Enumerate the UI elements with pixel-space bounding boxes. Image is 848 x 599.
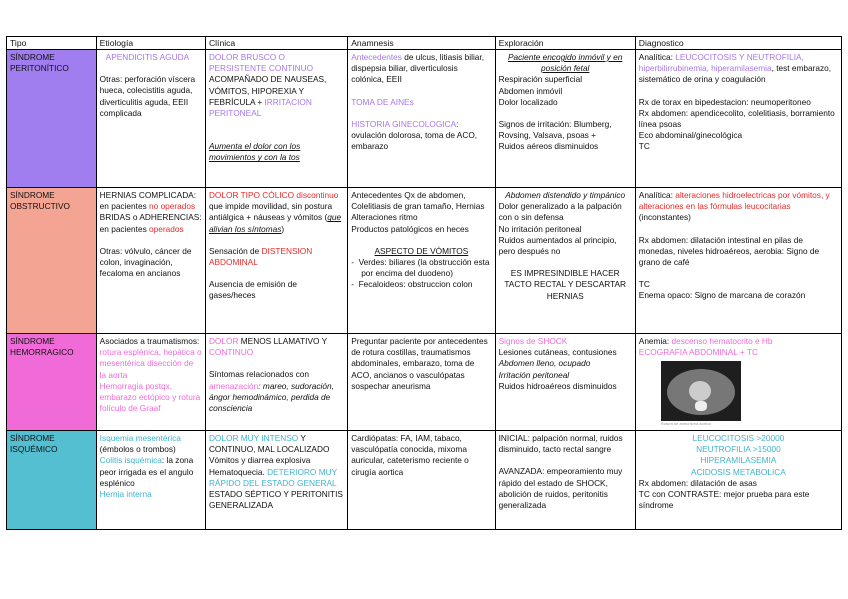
anamnesis-vomitos-fecaloideos: - Fecaloideos: obstruccion colon xyxy=(351,279,473,290)
exploracion-cell xyxy=(495,431,635,530)
header-etiologia: Etiología xyxy=(96,37,205,50)
diag-tc-contraste: TC con CONTRASTE: mejor prueba para este síndrome xyxy=(638,489,810,511)
etiologia-hemorragia: Hemorragia postqx, embarazo ectópico y rotura folículo de Graaf xyxy=(99,380,201,414)
etiologia-colitis: Colitis isquémica xyxy=(99,455,162,466)
anamnesis-cell xyxy=(348,188,495,334)
etiologia-colitis-text: : la zona peor irrigada es el angulo esplénico xyxy=(99,455,194,488)
diag-eco: Eco abdominal/ginecológica xyxy=(638,130,743,141)
etiologia-traumatismos: Asociados a traumatismos: xyxy=(99,336,200,346)
exploracion-irritacion: No irritación peritoneal xyxy=(498,223,582,234)
anamnesis-preguntar: Preguntar paciente por antecedentes de rotura costillas, traumatismos abdominales, embarazo, toma de ACO, ancianos o vasculópatas sospechar aneurisma xyxy=(351,336,488,391)
exploracion-lesiones: Lesiones cutáneas, contusiones xyxy=(498,347,617,358)
header-clinica: Clínica xyxy=(205,37,347,50)
etiologia-otras: Otras: perforación víscera hueca, colecistitis aguda, diverticulitis aguda, EEII complicada xyxy=(99,74,196,118)
anamnesis-cell xyxy=(348,431,495,530)
etiologia-cell xyxy=(96,431,205,530)
anamnesis-cell xyxy=(348,334,495,431)
etiologia-cell xyxy=(96,50,205,188)
diag-anemia-label: Anemia: xyxy=(638,336,672,346)
diagnostico-cell xyxy=(635,50,841,188)
tipo-cell: SÍNDROME HEMORRAGICO xyxy=(7,334,97,431)
etiologia-main: APENDICITIS AGUDA xyxy=(105,52,190,62)
ct-scan-caption: Rotura de aneurisma aórtico xyxy=(660,421,712,427)
tipo-cell: SÍNDROME OBSTRUCTIVO xyxy=(7,188,97,334)
etiologia-cell xyxy=(96,188,205,334)
clinica-amenazacion: amenazación xyxy=(208,380,259,391)
exploracion-dolor: Dolor localizado xyxy=(498,96,558,107)
diagnostico-cell xyxy=(635,188,841,334)
row-obstructivo xyxy=(7,188,842,334)
header-exploracion: Exploración xyxy=(495,37,635,50)
exploracion-respiracion: Respiración superficial xyxy=(498,74,583,85)
clinica-menos: MENOS LLAMATIVO Y xyxy=(238,336,327,346)
etiologia-hernia-interna: Hernia interna xyxy=(99,489,152,500)
diag-analitica-rest: , test embarazo, sistemático de orina y coagulación xyxy=(638,63,832,85)
clinica-continuo: CONTINUO xyxy=(208,347,254,358)
etiologia-bridas: BRIDAS o ADHERENCIAS: en pacientes xyxy=(99,212,202,234)
row-peritonitico xyxy=(7,50,842,188)
clinica-distension: DISTENSION ABDOMINAL xyxy=(208,245,313,268)
clinica-dolor: DOLOR TIPO CÓLICO discontinuo xyxy=(208,190,339,200)
clinica-ausencia: Ausencia de emisión de gases/heces xyxy=(208,279,298,301)
anamnesis-gineco-text: : ovulación dolorosa, toma de ACO, embarazo xyxy=(351,118,478,152)
exploracion-tacto-rectal: ES IMPRESINDIBLE HACER TACTO RECTAL Y DESCARTAR HERNIAS xyxy=(504,268,627,301)
etiologia-embolos: (émbolos o trombos) xyxy=(99,444,176,455)
etiologia-hernias: HERNIAS COMPLICADA: en pacientes xyxy=(99,190,197,212)
diag-rx-torax: Rx de torax en bipedestacion: neumoperitoneo xyxy=(638,96,811,107)
diag-leucocitosis: LEUCOCITOSIS >20000 xyxy=(692,433,785,443)
clinica-cell xyxy=(205,188,347,334)
diag-tc: TC xyxy=(638,279,650,290)
tipo-cell: SÍNDROME PERITONÍTICO xyxy=(7,50,97,188)
header-diagnostico: Diagnostico xyxy=(635,37,841,50)
diag-analitica-label: Analítica: xyxy=(638,52,676,62)
anamnesis-antecedentes: Antecedentes Qx de abdomen, Colelitiasis de gran tamaño, Hernias xyxy=(351,190,485,212)
ct-scan-image xyxy=(661,361,741,421)
anamnesis-vomitos-title: ASPECTO DE VÓMITOS xyxy=(374,245,469,256)
header-row xyxy=(7,37,842,50)
header-tipo: Tipo xyxy=(7,37,97,50)
etiologia-rotura: rotura esplénica, hepática o mesentérica disección de la aorta xyxy=(99,347,202,380)
syndrome-table xyxy=(6,36,842,530)
clinica-note: Aumenta el dolor con los movimientos y con la tos xyxy=(208,141,301,163)
exploracion-irritacion: Irritación peritoneal xyxy=(498,369,570,380)
anamnesis-productos: Productos patológicos en heces xyxy=(351,223,469,234)
etiologia-isquemia: Isquemia mesentérica xyxy=(99,433,181,443)
anamnesis-ante-text: de ulcus, litiasis biliar, dispepsia biliar, diverticulosis colónica, EEII xyxy=(351,52,485,85)
clinica-dolor: DOLOR xyxy=(208,336,239,346)
exploracion-ruidos: Ruidos hidroaéreos disminuidos xyxy=(498,380,617,391)
diag-anemia-values: descenso hematocrito e Hb xyxy=(671,336,773,346)
clinica-dolor: DOLOR MUY INTENSO xyxy=(208,433,299,443)
exploracion-abdomen: Abdomen lleno, ocupado xyxy=(498,358,591,369)
etiologia-operados: operados xyxy=(149,223,184,234)
etiologia-otras: Otras: vólvulo, cáncer de colon, invaginación, fecaloma en ancianos xyxy=(99,245,192,279)
clinica-vomitos: Vómitos y diarrea explosiva xyxy=(208,455,311,466)
clinica-alivian: que alivian los síntomas xyxy=(208,212,342,234)
clinica-deterioro: DETERIORO MUY RÁPIDO DEL ESTADO GENERAL xyxy=(208,466,337,488)
clinica-irritacion: IRRITACION PERITONEAL xyxy=(208,96,312,119)
clinica-cell xyxy=(205,50,347,188)
diag-eco-tc: ECOGRAFIA ABDOMINAL + TC xyxy=(638,347,758,358)
etiologia-cell xyxy=(96,334,205,431)
exploracion-cell xyxy=(495,188,635,334)
exploracion-ruidos: Ruidos aéreos disminuidos xyxy=(498,141,599,152)
clinica-cell xyxy=(205,431,347,530)
exploracion-cell xyxy=(495,50,635,188)
clinica-continuo: Y CONTINUO, MAL LOCALIZADO xyxy=(208,433,330,455)
anamnesis-gineco: HISTORIA GINECOLOGICA xyxy=(351,118,457,129)
anamnesis-aines: TOMA DE AINEs xyxy=(351,96,414,107)
exploracion-ruidos: Ruidos aumentados al principio, pero después no xyxy=(498,234,617,257)
diag-rx-abdomen: Rx abdomen: dilatación de asas xyxy=(638,477,757,488)
diag-analitica-label: Analítica: xyxy=(638,190,676,200)
row-isquemico xyxy=(7,431,842,530)
anamnesis-cell xyxy=(348,50,495,188)
anamnesis-ritmo: Alteraciones ritmo xyxy=(351,212,418,223)
exploracion-avanzada: AVANZADA: empeoramiento muy rápido del estado de SHOCK, abolición de ruidos, peritonitis generalizada xyxy=(498,466,623,511)
clinica-paren: ) xyxy=(281,223,285,234)
clinica-impide: que impide movilidad, sin postura antiálgica + náuseas y vómitos ( xyxy=(208,201,333,223)
clinica-acomp: ACOMPAÑADO DE NAUSEAS, VÓMITOS, HIPOREXIA Y FEBRÍCULA + xyxy=(208,74,327,107)
anamnesis-cardiopatas: Cardiópatas: FA, IAM, tabaco, vasculópatía conocida, mixoma auricular, cateterismo reciente o cirugía aortica xyxy=(351,433,469,477)
diag-analitica-values: alteraciones hidroelectricas por vómitos, y alteraciones en las fórmulas leucocitarias xyxy=(638,190,830,212)
anamnesis-antecedentes: Antecedentes xyxy=(351,52,402,62)
diagnostico-cell xyxy=(635,334,841,431)
clinica-hematoquecia: Hematoquecia. xyxy=(208,466,268,477)
clinica-dolor: DOLOR BRUSCO O PERSISTENTE CONTINUO xyxy=(208,52,314,74)
clinica-sintomas-list: : mareo, sudoración, ángor hemodinámico, perdida de consciencia xyxy=(208,380,334,414)
clinica-sintomas: Síntomas relacionados con xyxy=(208,369,310,380)
exploracion-posicion: Paciente encogido inmóvil y en posición fetal xyxy=(507,52,623,74)
clinica-cell xyxy=(205,334,347,431)
exploracion-abdomen: Abdomen inmóvil xyxy=(498,85,563,96)
diag-hiperamilasemia: HIPERAMILASEMIA xyxy=(700,455,777,466)
anamnesis-vomitos-verdes: - Verdes: biliares (la obstrucción esta por encima del duodeno) xyxy=(351,257,490,279)
row-hemorragico xyxy=(7,334,842,431)
diag-enema: Enema opaco: Signo de marcana de corazón xyxy=(638,290,806,301)
tipo-cell: SÍNDROME ISQUÉMICO xyxy=(7,431,97,530)
exploracion-inicial: INICIAL: palpación normal, ruidos disminuido, tacto rectal sangre xyxy=(498,433,623,455)
diag-rx-abdomen: Rx abdomen: apendicecolito, colelitiasis, borramiento línea psoas xyxy=(638,107,835,130)
exploracion-dolor: Dolor generalizado a la palpación con o sin defensa xyxy=(498,201,622,223)
exploracion-cell xyxy=(495,334,635,431)
exploracion-shock: Signos de SHOCK xyxy=(498,336,568,346)
diag-tc: TC xyxy=(638,141,650,152)
clinica-sensacion: Sensación de xyxy=(208,245,262,256)
diag-neutrofilia: NEUTROFILIA >15000 xyxy=(696,444,781,455)
diagnostico-cell xyxy=(635,431,841,530)
diag-analitica-rest: (inconstantes) xyxy=(638,212,691,223)
exploracion-signos: Signos de irritación: Blumberg, Rovsing, Valsava, psoas + xyxy=(498,119,612,141)
diag-analitica-values: LEUCOCITOSIS Y NEUTROFILIA, hiperbilirrubinemia, hiperamilasemia xyxy=(638,52,804,74)
diag-acidosis: ACIDOSIS METABOLICA xyxy=(690,466,786,477)
clinica-septico: ESTADO SÉPTICO Y PERITONITIS GENERALIZADA xyxy=(208,489,343,511)
header-anamnesis: Anamnesis xyxy=(348,37,495,50)
diag-rx-abdomen: Rx abdomen: dilatación intestinal en pilas de monedas, niveles hidroaéreos, aerobia: Signo de grano de café xyxy=(638,234,820,268)
etiologia-no-operados: no operados xyxy=(149,201,196,212)
exploracion-abdomen: Abdomen distendido y timpánico xyxy=(505,190,626,200)
